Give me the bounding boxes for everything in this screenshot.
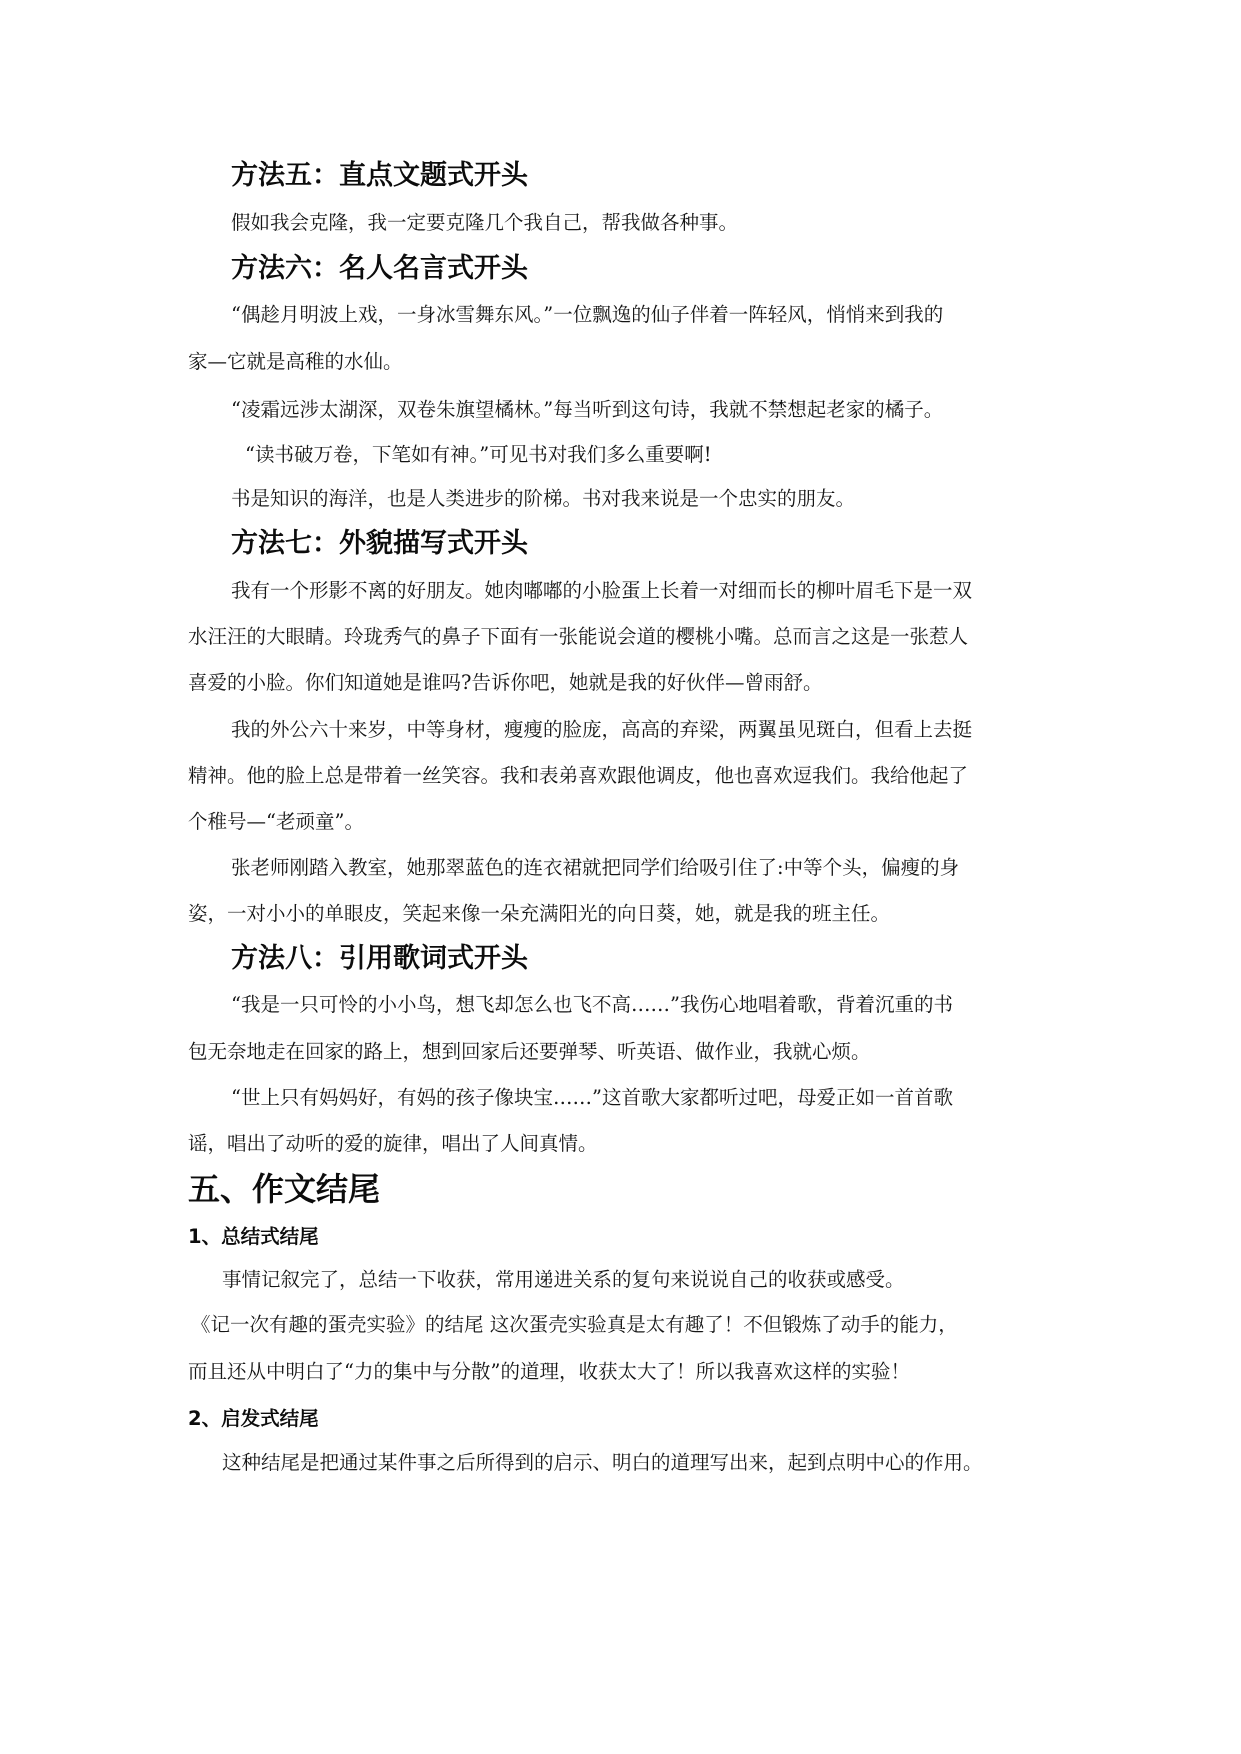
method7-line-1: 我有一个形影不离的好朋友。她肉嘟嘟的小脸蛋上长着一对细而长的柳叶眉毛下是一双 [231, 579, 973, 602]
section5-sub1-heading: 1、总结式结尾 [188, 1225, 319, 1248]
method6-line-1: “偶趁月明波上戏，一身冰雪舞东风。”一位飘逸的仙子伴着一阵轻风，悄悄来到我的 [231, 303, 944, 326]
method5-line-1: 假如我会克隆，我一定要克隆几个我自己，帮我做各种事。 [231, 211, 739, 234]
method6-line-3: “凌霜远涉太湖深，双卷朱旗望橘林。”每当听到这句诗，我就不禁想起老家的橘子。 [231, 398, 944, 421]
method6-heading: 方法六：名人名言式开头 [231, 253, 528, 284]
method8-heading: 方法八：引用歌词式开头 [231, 943, 528, 974]
section5-sub1-line-1: 事情记叙完了，总结一下收获，常用递进关系的复句来说说自己的收获或感受。 [222, 1268, 905, 1291]
method8-line-1: “我是一只可怜的小小鸟，想飞却怎么也飞不高……”我伤心地唱着歌，背着沉重的书 [231, 993, 953, 1016]
method7-line-3: 喜爱的小脸。你们知道她是谁吗?告诉你吧，她就是我的好伙伴—曾雨舒。 [188, 671, 823, 694]
section5-sub1-line-2: 《记一次有趣的蛋壳实验》的结尾 这次蛋壳实验真是太有趣了！不但锻炼了动手的能力， [191, 1313, 958, 1336]
method8-line-3: “世上只有妈妈好，有妈的孩子像块宝……”这首歌大家都听过吧，母爱正如一首首歌 [231, 1086, 953, 1109]
method5-heading: 方法五：直点文题式开头 [231, 160, 528, 191]
method6-line-5: 书是知识的海洋，也是人类进步的阶梯。书对我来说是一个忠实的朋友。 [231, 487, 856, 510]
method7-heading: 方法七：外貌描写式开头 [231, 528, 528, 559]
section5-sub2-heading: 2、启发式结尾 [188, 1407, 319, 1430]
method7-line-2: 水汪汪的大眼睛。玲珑秀气的鼻子下面有一张能说会道的樱桃小嘴。总而言之这是一张惹人 [188, 625, 969, 648]
method7-line-4: 我的外公六十来岁，中等身材，瘦瘦的脸庞，高高的弃梁，两翼虽见斑白，但看上去挺 [231, 718, 973, 741]
method6-line-2: 家—它就是高稚的水仙。 [188, 350, 403, 373]
method7-line-8: 姿，一对小小的单眼皮，笑起来像一朵充满阳光的向日葵，她，就是我的班主任。 [188, 902, 891, 925]
section5-heading: 五、作文结尾 [188, 1170, 381, 1208]
method6-line-4: “读书破万卷，下笔如有神。”可见书对我们多么重要啊! [245, 443, 712, 466]
method8-line-2: 包无奈地走在回家的路上，想到回家后还要弹琴、听英语、做作业，我就心烦。 [188, 1040, 871, 1063]
method7-line-5: 精神。他的脸上总是带着一丝笑容。我和表弟喜欢跟他调皮，他也喜欢逗我们。我给他起了 [188, 764, 969, 787]
section5-sub2-line-1: 这种结尾是把通过某件事之后所得到的启示、明白的道理写出来，起到点明中心的作用。 [222, 1451, 983, 1474]
method8-line-4: 谣，唱出了动听的爱的旋律，唱出了人间真情。 [188, 1132, 598, 1155]
section5-sub1-line-3: 而且还从中明白了“力的集中与分散”的道理，收获太大了！所以我喜欢这样的实验！ [188, 1360, 910, 1383]
method7-line-7: 张老师刚踏入教室，她那翠蓝色的连衣裙就把同学们给吸引住了:中等个头，偏瘦的身 [231, 856, 960, 879]
method7-line-6: 个稚号—“老顽童”。 [188, 810, 364, 833]
